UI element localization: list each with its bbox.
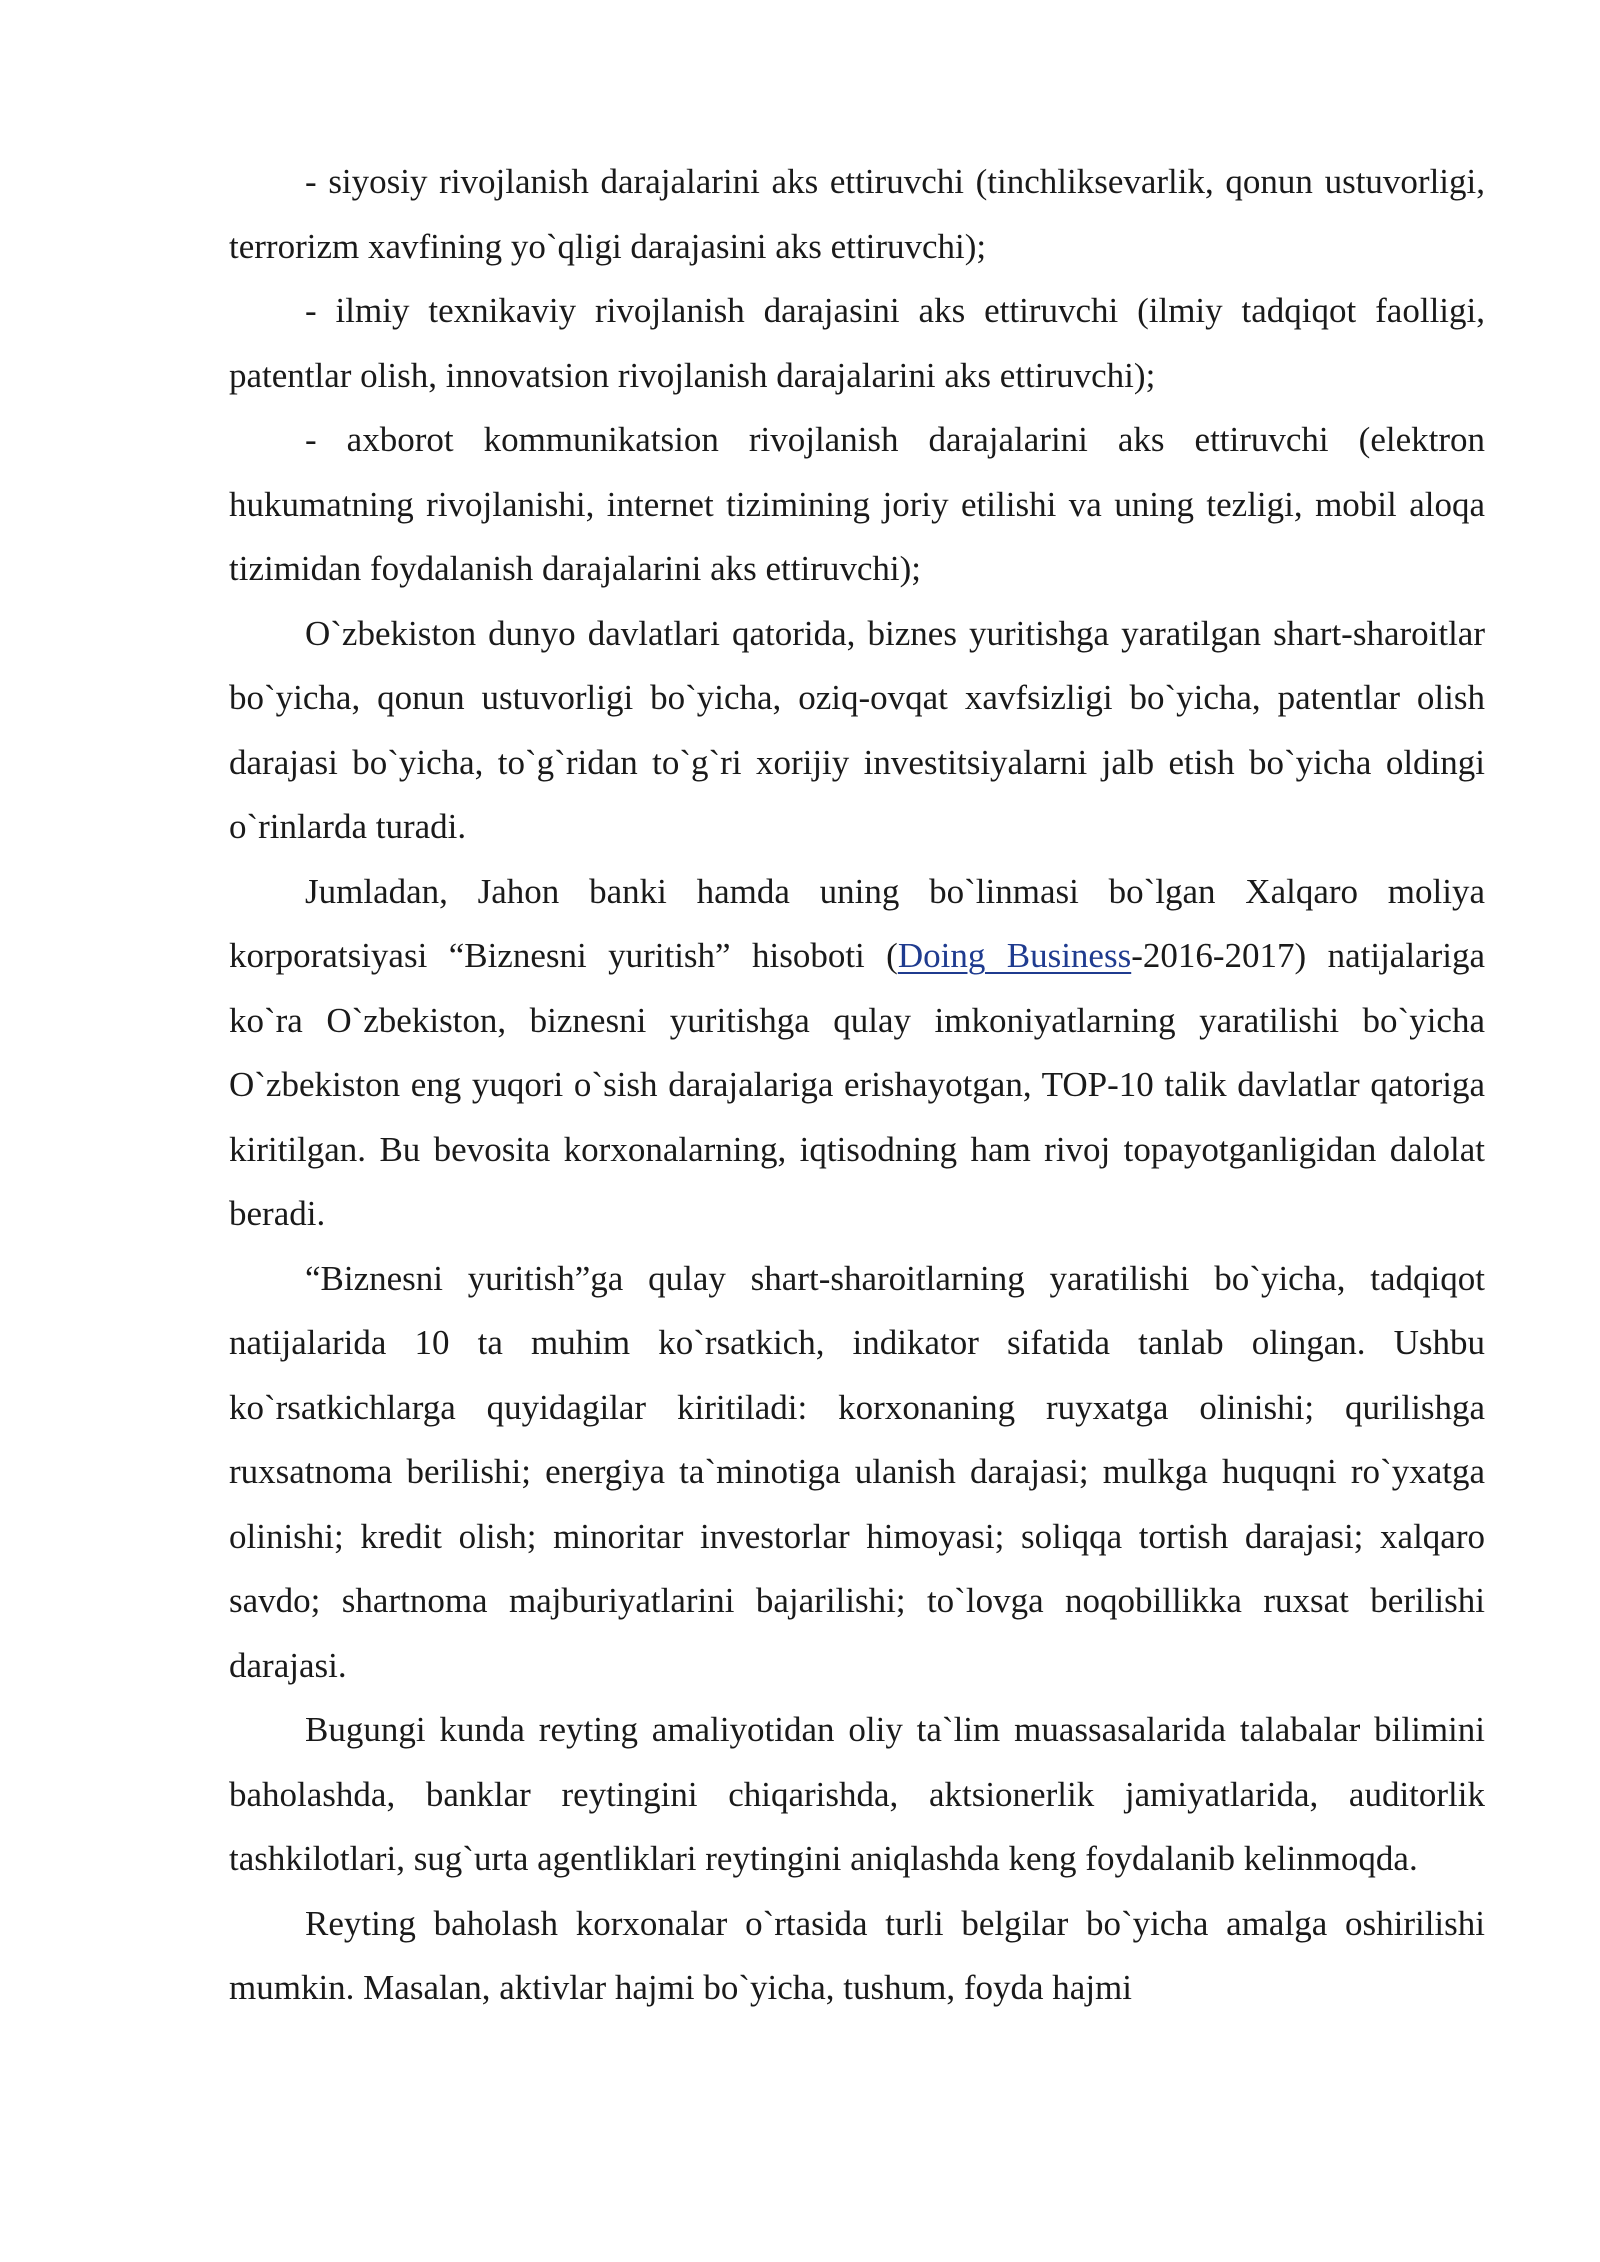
paragraph-rating-practice: Bugungi kunda reyting amaliyotidan oliy ta`lim muassasalarida talabalar bilimini baholashda, banklar reytingini chiqarishda, aktsionerlik jamiyatlarida, auditorlik tashkilotlari, sug`urta agentliklari reytingini aniqlashda keng foydalanib kelinmoqda. bbox=[229, 1710, 1485, 1878]
paragraph-ten-indicators: “Biznesni yuritish”ga qulay shart-sharoitlarning yaratilishi bo`yicha, tadqiqot natijalarida 10 ta muhim ko`rsatkich, indikator sifatida tanlab olingan. Ushbu ko`rsatkichlarga quyidagilar kiritiladi: korxonaning ruyxatga olinishi; qurilishga ruxsatnoma berilishi; energiya ta`minotiga ulanish darajasi; mulkga huquqni ro`yxatga olinishi; kredit olish; minoritar investorlar himoyasi; soliqqa tortish darajasi; xalqaro savdo; shartnoma majburiyatlarini bajarilishi; to`lovga noqobillikka ruxsat berilishi darajasi. bbox=[229, 1258, 1485, 1685]
doing-business-text-after: -2016-2017) natijalariga ko`ra O`zbekiston, biznesni yuritishga qulay imkoniyatlarning yaratilishi bo`yicha O`zbekiston eng yuqori o`sish darajalariga erishayotgan, TOP-10 talik davlatlar qatoriga kiritilgan. Bu bevosita korxonalarning, iqtisodning ham rivoj topayotganligidan dalolat beradi. bbox=[229, 936, 1485, 1233]
doing-business-text-before: Jumladan, Jahon banki hamda uning bo`linmasi bo`lgan Xalqaro moliya korporatsiyasi “Biznesni yuritish” hisoboti ( bbox=[229, 871, 1485, 975]
paragraph-political-development: - siyosiy rivojlanish darajalarini aks ettiruvchi (tinchliksevarlik, qonun ustuvorligi, terrorizm xavfining yo`qligi darajasini aks ettiruvchi); bbox=[229, 162, 1485, 266]
paragraph-scientific-technical-development: - ilmiy texnikaviy rivojlanish darajasini aks ettiruvchi (ilmiy tadqiqot faolligi, patentlar olish, innovatsion rivojlanish darajalarini aks ettiruvchi); bbox=[229, 291, 1485, 395]
paragraph-information-communication-development: - axborot kommunikatsion rivojlanish darajalarini aks ettiruvchi (elektron hukumatning rivojlanishi, internet tizimining joriy etilishi va uning tezligi, mobil aloqa tizimidan foydalanish darajalarini aks ettiruvchi); bbox=[229, 420, 1485, 588]
paragraph-uzbekistan-rankings: O`zbekiston dunyo davlatlari qatorida, biznes yuritishga yaratilgan shart-sharoitlar bo`yicha, qonun ustuvorligi bo`yicha, oziq-ovqat xavfsizligi bo`yicha, patentlar olish darajasi bo`yicha, to`g`ridan to`g`ri xorijiy investitsiyalarni jalb etish bo`yicha oldingi o`rinlarda turadi. bbox=[229, 613, 1485, 846]
doing-business-link[interactable]: Doing Business bbox=[897, 936, 1132, 975]
paragraph-rating-assessment: Reyting baholash korxonalar o`rtasida turli belgilar bo`yicha amalga oshirilishi mumkin. Masalan, aktivlar hajmi bo`yicha, tushum, foyda hajmi bbox=[229, 1903, 1485, 2007]
paragraph-doing-business-report bbox=[229, 860, 1485, 1247]
document-page bbox=[229, 150, 1485, 2021]
